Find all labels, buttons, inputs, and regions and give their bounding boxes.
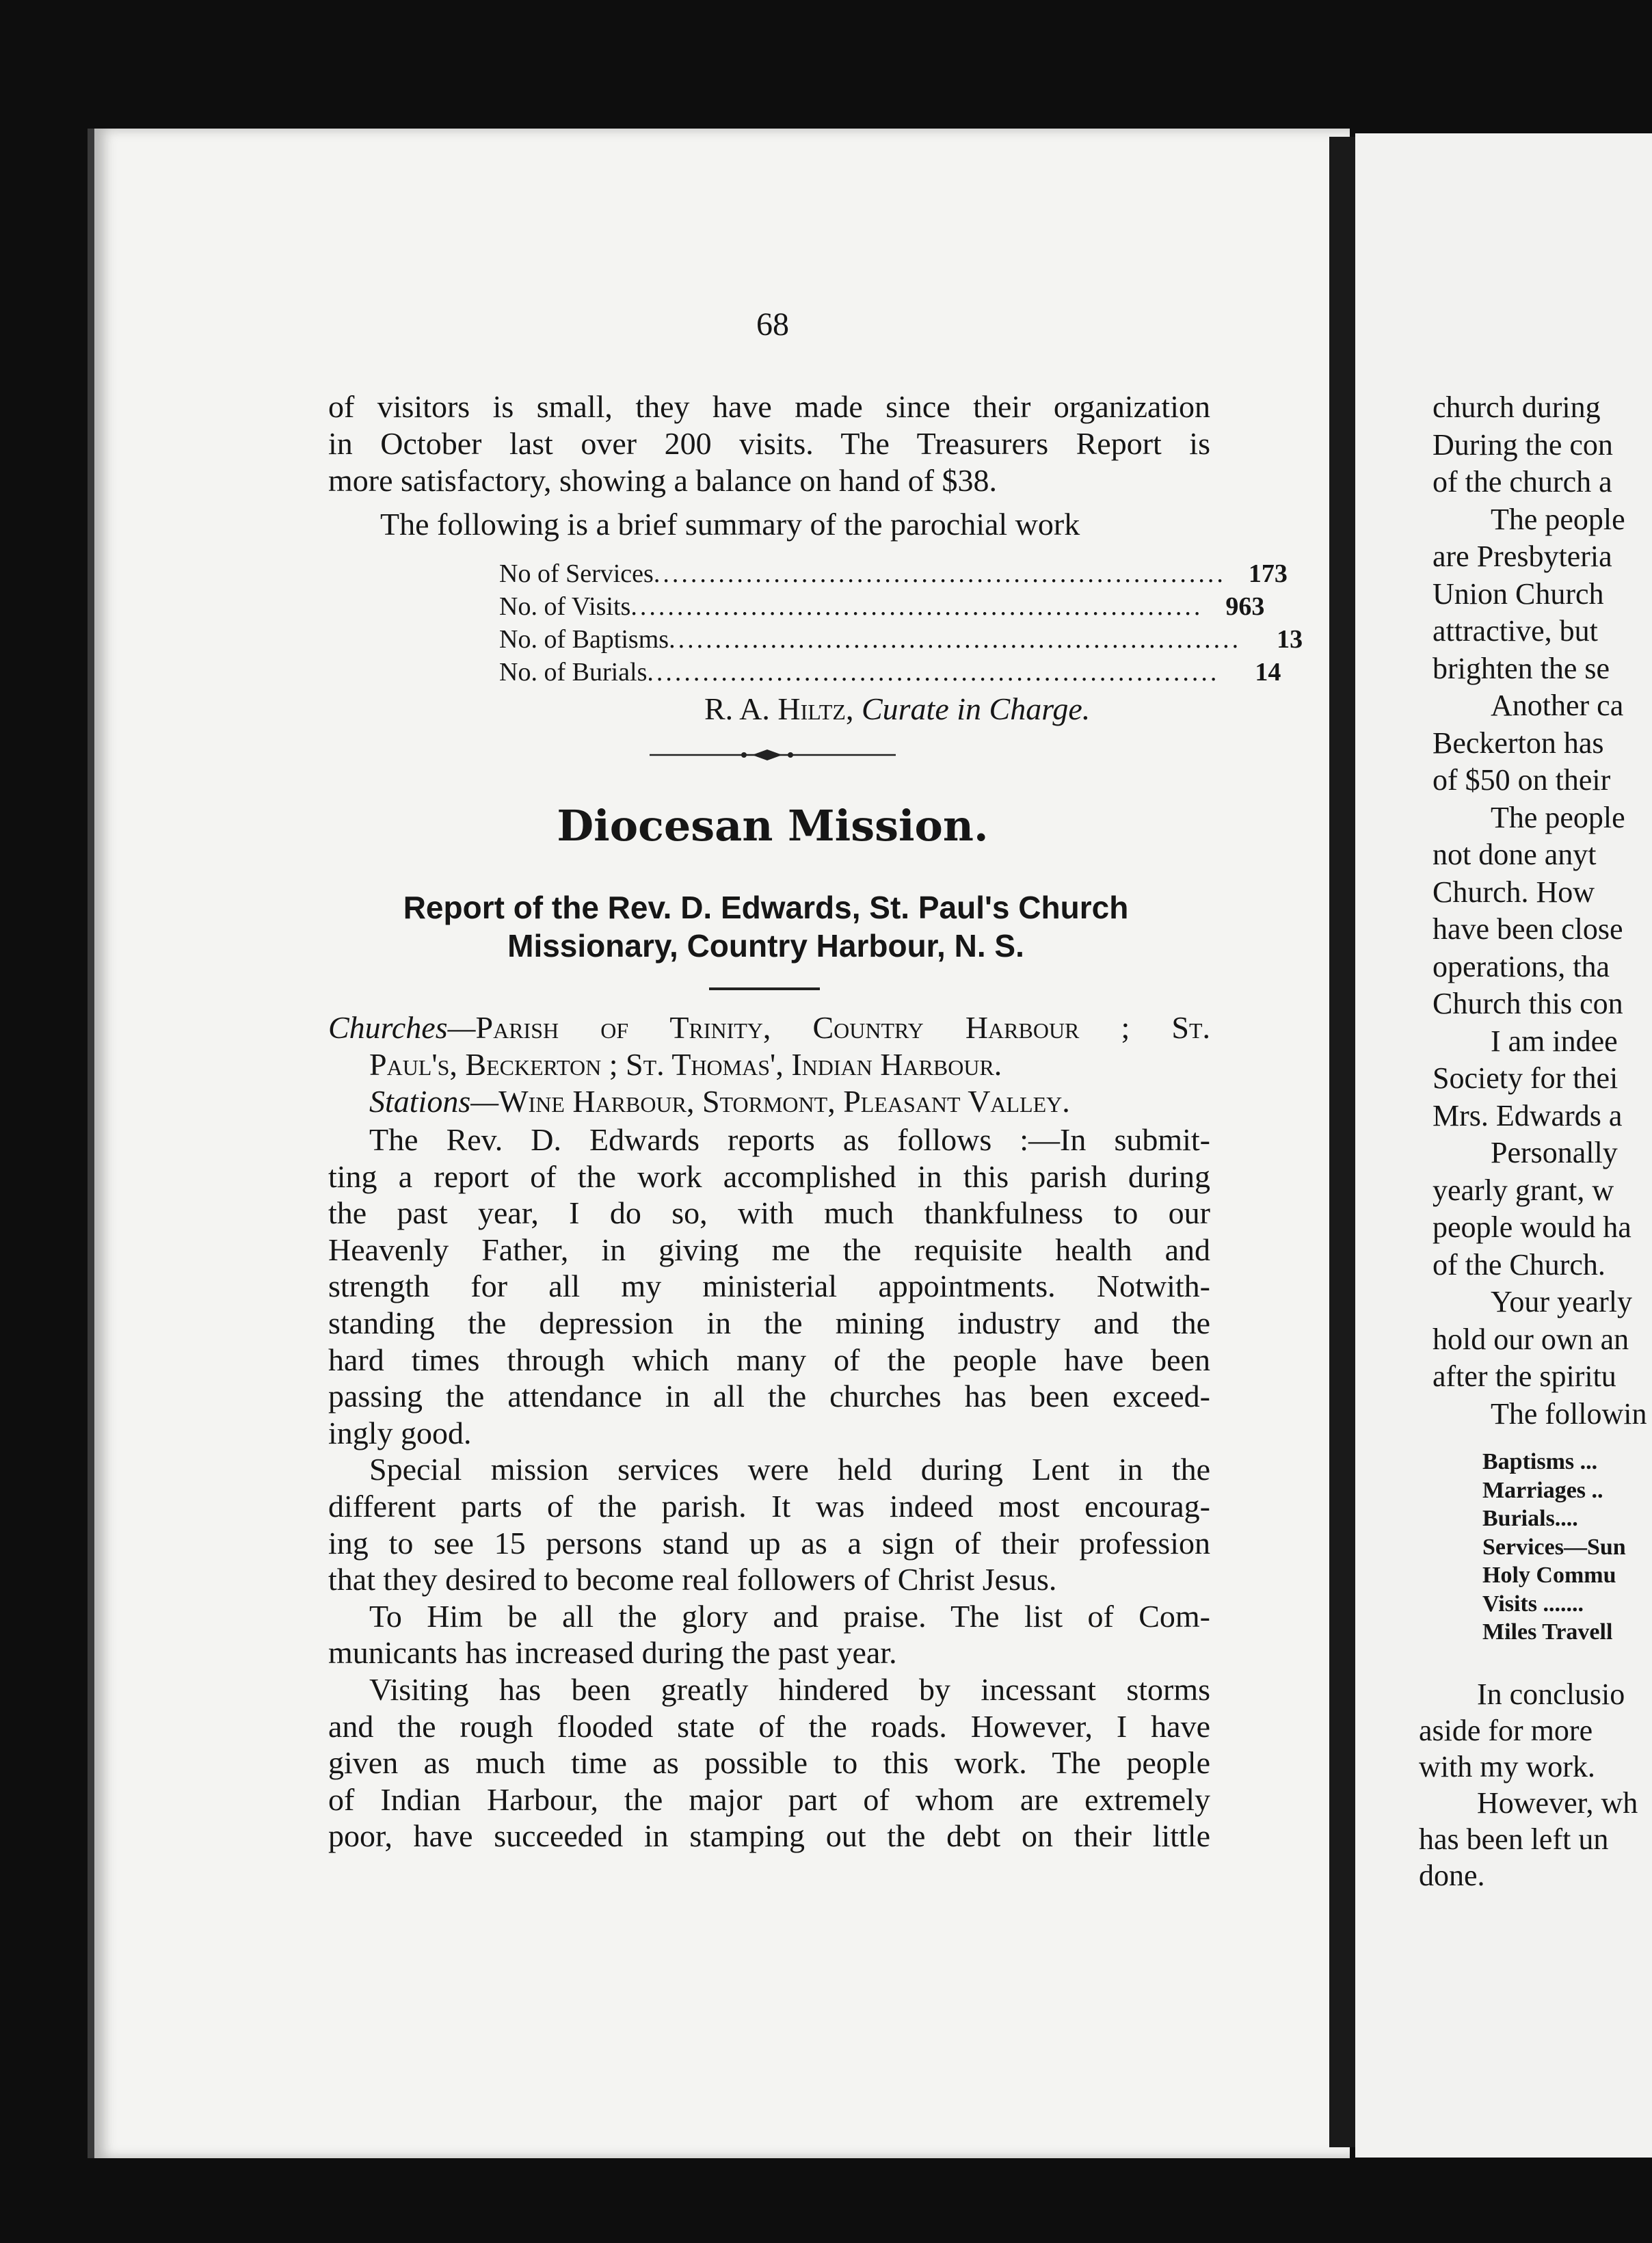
stat-baptisms (499, 623, 1303, 656)
intro-line: in October last over 200 visits. The Treasurers Report is (328, 426, 1210, 461)
dot-leader: .............................................................. (647, 658, 1220, 687)
section-title: Diocesan Mission. (557, 801, 989, 851)
right-page-line: Beckerton has (1433, 726, 1604, 760)
right-page-line: In conclusio (1477, 1677, 1625, 1711)
right-page-line: after the spiritu (1433, 1359, 1616, 1393)
stat-value: 13 (1277, 625, 1303, 654)
page-number: 68 (756, 306, 789, 343)
stat-label: No of Services (499, 559, 654, 588)
right-page-line: Union Church (1433, 576, 1604, 611)
right-page-line: Society for thei (1433, 1061, 1618, 1095)
churches-line: Paul's, Beckerton ; St. Thomas', Indian Harbour. (369, 1047, 1002, 1082)
right-page-stat-line: Visits ....... (1482, 1591, 1584, 1617)
body-line: Visiting has been greatly hindered by incessant storms (369, 1672, 1210, 1707)
intro-line: of visitors is small, they have made since their organization (328, 389, 1210, 424)
dot-leader: .............................................................. (653, 559, 1226, 588)
right-page-line: Church this con (1433, 987, 1623, 1020)
right-page-line: yearly grant, w (1433, 1173, 1614, 1207)
right-page-stat-line: Holy Commu (1482, 1563, 1616, 1588)
right-page-line: operations, tha (1433, 949, 1610, 983)
right-page-line: people would ha (1433, 1210, 1631, 1244)
dot-leader: .............................................................. (669, 625, 1242, 654)
intro-line: more satisfactory, showing a balance on hand of $38. (328, 463, 998, 498)
stat-label: No. of Baptisms (499, 625, 669, 654)
body-line: Special mission services were held during Lent in the (369, 1452, 1210, 1487)
body-line: and the rough flooded state of the roads. However, I have (328, 1708, 1210, 1744)
churches-list: Parish of Trinity, Country Harbour ; St. (475, 1010, 1210, 1045)
right-page-line: have been close (1433, 912, 1623, 946)
right-page-line: Your yearly (1491, 1285, 1632, 1318)
body-line: of Indian Harbour, the major part of whom are extremely (328, 1781, 1210, 1817)
churches-label: Churches— (328, 1010, 476, 1045)
body-line: ingly good. (328, 1415, 472, 1450)
body-line: hard times through which many of the people have been (328, 1342, 1210, 1377)
right-page-line: The people (1491, 502, 1625, 536)
report-heading-line: Missionary, Country Harbour, N. S. (507, 928, 1024, 964)
stat-services (499, 557, 1288, 590)
stations-list: Wine Harbour, Stormont, Pleasant Valley. (498, 1084, 1070, 1119)
body-line: The Rev. D. Edwards reports as follows :—In submit- (369, 1122, 1210, 1157)
right-page-line: of $50 on their (1433, 763, 1611, 797)
body-line: Heavenly Father, in giving me the requisite health and (328, 1232, 1210, 1267)
right-page-line: During the con (1433, 427, 1613, 462)
right-page-line: of the Church. (1433, 1247, 1606, 1282)
stations-label: Stations— (369, 1084, 499, 1119)
signature-role: Curate in Charge. (861, 691, 1091, 726)
stat-label: No. of Burials (499, 658, 648, 687)
right-page-line: with my work. (1419, 1750, 1595, 1783)
right-page-line: are Presbyteria (1433, 540, 1612, 573)
right-page-line: I am indee (1491, 1024, 1618, 1058)
right-page-line: church during (1433, 390, 1601, 424)
right-page-stat-line: Marriages .. (1482, 1477, 1603, 1503)
body-line: given as much time as possible to this work. The people (328, 1745, 1210, 1781)
right-page-line: Personally (1491, 1136, 1618, 1169)
body-line: ting a report of the work accomplished in this parish during (328, 1158, 1210, 1194)
body-line: different parts of the parish. It was indeed most encourag- (328, 1489, 1210, 1524)
right-page-line: hold our own an (1433, 1322, 1629, 1356)
stat-value: 963 (1225, 592, 1265, 621)
book-gutter (1329, 137, 1355, 2147)
right-page-stat-line: Baptisms ... (1482, 1449, 1598, 1474)
signature-name: R. A. Hiltz, (704, 691, 854, 726)
ornamental-divider (650, 747, 896, 763)
right-page-line: However, wh (1477, 1786, 1638, 1820)
right-page-line: attractive, but (1433, 614, 1598, 648)
right-page-line: The followin (1491, 1396, 1647, 1431)
body-line: ing to see 15 persons stand up as a sign of their profession (328, 1525, 1210, 1561)
body-line: standing the depression in the mining industry and the (328, 1305, 1210, 1340)
stat-burials (499, 656, 1281, 689)
right-page-line: brighten the se (1433, 651, 1610, 685)
stat-value: 173 (1248, 559, 1288, 588)
heading-rule (709, 987, 820, 990)
right-page-stat-line: Burials.... (1482, 1506, 1578, 1531)
stat-visits (499, 590, 1265, 623)
stat-label: No. of Visits (499, 592, 631, 621)
right-page-line: Another ca (1491, 689, 1624, 722)
body-line: municants has increased during the past year. (328, 1635, 897, 1671)
churches-line (328, 1009, 1210, 1046)
right-page-line: of the church a (1433, 465, 1612, 499)
right-page-line: not done anyt (1433, 838, 1597, 871)
body-line: passing the attendance in all the churches has been exceed- (328, 1379, 1210, 1414)
body-line: the past year, I do so, with much thankfulness to our (328, 1195, 1210, 1231)
stat-value: 14 (1255, 658, 1281, 687)
signature (704, 691, 1090, 728)
right-page-stat-line: Services—Sun (1482, 1534, 1626, 1560)
body-line: strength for all my ministerial appointments. Notwith- (328, 1269, 1210, 1304)
stations-line (369, 1083, 1070, 1120)
right-page-line: aside for more (1419, 1714, 1593, 1747)
right-page-stat-line: Miles Travell (1482, 1619, 1613, 1645)
report-heading-line: Report of the Rev. D. Edwards, St. Paul's Church (403, 890, 1129, 925)
body-line: that they desired to become real followers of Christ Jesus. (328, 1562, 1057, 1597)
body-line: poor, have succeeded in stamping out the debt on their little (328, 1818, 1210, 1854)
body-line: To Him be all the glory and praise. The list of Com- (369, 1598, 1210, 1634)
summary-intro: The following is a brief summary of the parochial work (380, 507, 1080, 542)
right-page-line: has been left un (1419, 1822, 1609, 1856)
dot-leader: .............................................................. (630, 592, 1203, 621)
right-page-line: done. (1419, 1859, 1485, 1892)
right-page-line: Mrs. Edwards a (1433, 1098, 1623, 1132)
right-page-line: Church. How (1433, 875, 1595, 909)
right-page-line: The people (1491, 800, 1625, 834)
